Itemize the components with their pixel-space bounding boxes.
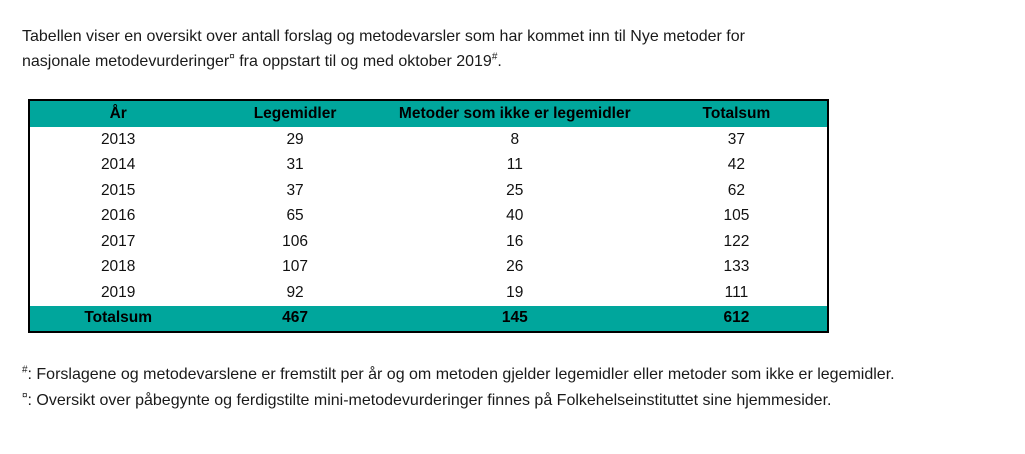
intro-line2-part3: . xyxy=(497,53,502,70)
non-legemidler-cell: 8 xyxy=(510,130,520,148)
column-header-non-legemidler: Metoder som ikke er legemidler xyxy=(384,100,646,127)
table-row xyxy=(29,178,828,204)
year-cell: 2018 xyxy=(100,258,136,276)
totalsum-cell: 62 xyxy=(727,181,746,199)
legemidler-cell: 31 xyxy=(286,156,304,174)
methods-overview-table xyxy=(28,99,829,333)
total-legemidler-cell: 467 xyxy=(206,306,383,332)
totalsum-cell: 42 xyxy=(727,156,746,174)
table-row xyxy=(29,280,828,306)
total-non-legemidler-cell: 145 xyxy=(384,306,646,332)
non-legemidler-cell: 26 xyxy=(506,258,524,276)
year-cell: 2016 xyxy=(100,207,136,225)
legemidler-cell: 92 xyxy=(286,283,304,301)
table-row xyxy=(29,153,828,179)
legemidler-cell: 65 xyxy=(286,207,304,225)
year-cell: 2015 xyxy=(100,181,136,199)
non-legemidler-cell: 25 xyxy=(506,181,524,199)
hash-superscript: # xyxy=(22,364,28,376)
legemidler-cell: 29 xyxy=(286,130,304,148)
year-cell: 2019 xyxy=(100,283,136,301)
table-row xyxy=(29,229,828,255)
non-legemidler-cell: 19 xyxy=(506,283,524,301)
year-cell: 2013 xyxy=(100,130,136,148)
legemidler-cell: 106 xyxy=(282,232,308,250)
table-row xyxy=(29,127,828,153)
footnote-currency xyxy=(22,388,895,414)
non-legemidler-cell: 16 xyxy=(506,232,524,250)
table-header-row xyxy=(29,100,828,127)
footnote-currency-text: : Oversikt over påbegynte og ferdigstilte mini-metodevurderinger finnes på Folkehelseinstituttet sine hjemmesider. xyxy=(27,392,832,409)
non-legemidler-cell: 11 xyxy=(506,156,523,174)
year-cell: 2014 xyxy=(100,156,136,174)
total-totalsum-cell: 612 xyxy=(646,306,828,332)
table-row xyxy=(29,255,828,281)
legemidler-cell: 107 xyxy=(282,258,308,276)
column-header-totalsum: Totalsum xyxy=(646,100,828,127)
currency-superscript: ¤ xyxy=(22,390,28,402)
footnote-hash-text: : Forslagene og metodevarslene er fremstilt per år og om metoden gjelder legemidler eller metoder som ikke er legemidler. xyxy=(27,366,895,383)
currency-superscript: ¤ xyxy=(229,51,235,63)
totalsum-cell: 133 xyxy=(723,258,750,276)
totalsum-cell: 105 xyxy=(723,207,750,225)
intro-text xyxy=(22,24,745,74)
intro-line2-part2: fra oppstart til og med oktober 2019 xyxy=(234,53,492,70)
legemidler-cell: 37 xyxy=(286,181,304,199)
column-header-legemidler: Legemidler xyxy=(206,100,383,127)
footnote-hash xyxy=(22,362,895,388)
intro-line2-part1: nasjonale metodevurderinger xyxy=(22,53,230,70)
totalsum-cell: 122 xyxy=(723,232,750,250)
total-label-cell: Totalsum xyxy=(29,306,206,332)
footnotes xyxy=(22,362,895,414)
year-cell: 2017 xyxy=(100,232,136,250)
hash-superscript: # xyxy=(491,51,498,63)
totalsum-cell: 37 xyxy=(727,130,746,148)
intro-line1: Tabellen viser en oversikt over antall forslag og metodevarsler som har kommet inn til Nye metoder for xyxy=(22,28,745,45)
totalsum-cell: 111 xyxy=(724,283,749,301)
table-row xyxy=(29,204,828,230)
non-legemidler-cell: 40 xyxy=(506,207,524,225)
table-total-row xyxy=(29,306,828,332)
column-header-year: År xyxy=(29,100,206,127)
